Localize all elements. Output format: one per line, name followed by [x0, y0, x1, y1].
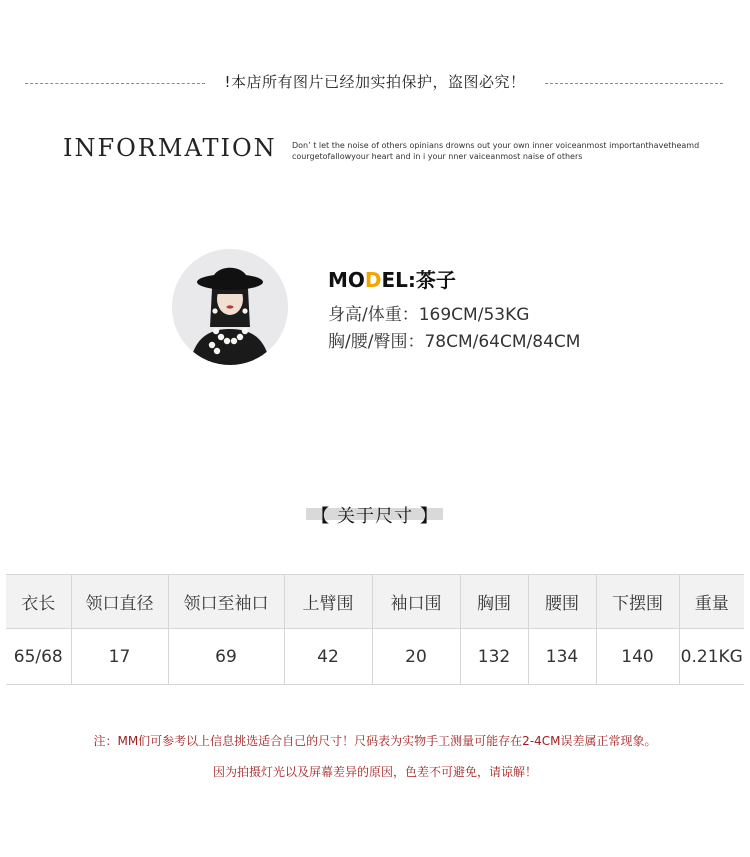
model-label-highlight: D [364, 268, 382, 292]
table-cell: 0.21KG [679, 629, 744, 685]
information-title: INFORMATION [63, 134, 277, 162]
table-cell: 69 [168, 629, 284, 685]
table-cell: 17 [71, 629, 168, 685]
size-heading: 【 关于尺寸 】 [311, 506, 439, 527]
model-name-line [328, 264, 456, 293]
model-height-weight: 身高/体重：169CM/53KG [328, 305, 530, 325]
header-cell: 衣长 [6, 575, 71, 629]
information-subtitle-line2: courgetofallowyour heart and in i your nner vaiceanmost naise of others [292, 152, 583, 161]
copyright-banner: !本店所有图片已经加实拍保护，盗图必究！ [224, 73, 526, 91]
model-portrait-image [172, 249, 288, 365]
table-cell: 134 [528, 629, 596, 685]
model-measurements: 胸/腰/臀围：78CM/64CM/84CM [328, 332, 581, 352]
header-cell: 下摆围 [596, 575, 679, 629]
header-cell: 领口直径 [71, 575, 168, 629]
header-cell: 腰围 [528, 575, 596, 629]
model-name: 茶子 [415, 268, 456, 292]
header-cell: 胸围 [460, 575, 528, 629]
model-label-suffix: EL: [381, 268, 416, 292]
model-avatar [172, 249, 288, 365]
table-cell: 42 [284, 629, 372, 685]
header-cell: 袖口围 [372, 575, 460, 629]
size-note: 注：MM们可参考以上信息挑选适合自己的尺寸！尺码表为实物手工测量可能存在2-4CM误差属正常现象。 [93, 734, 657, 748]
table-cell: 65/68 [6, 629, 71, 685]
header-cell: 领口至袖口 [168, 575, 284, 629]
information-subtitle [292, 140, 712, 162]
size-table-header-row [6, 575, 744, 629]
color-note: 因为拍摄灯光以及屏幕差异的原因，色差不可避免，请谅解！ [212, 765, 537, 779]
header-cell: 重量 [679, 575, 744, 629]
information-subtitle-line1: Don’ t let the noise of others opinians drowns out your own inner voiceanmost importanthavetheamd [292, 141, 700, 150]
header-cell: 上臂围 [284, 575, 372, 629]
model-label-prefix: MO [328, 268, 365, 292]
table-cell: 140 [596, 629, 679, 685]
size-table [6, 574, 744, 685]
table-cell: 132 [460, 629, 528, 685]
table-cell: 20 [372, 629, 460, 685]
table-row [6, 629, 744, 685]
